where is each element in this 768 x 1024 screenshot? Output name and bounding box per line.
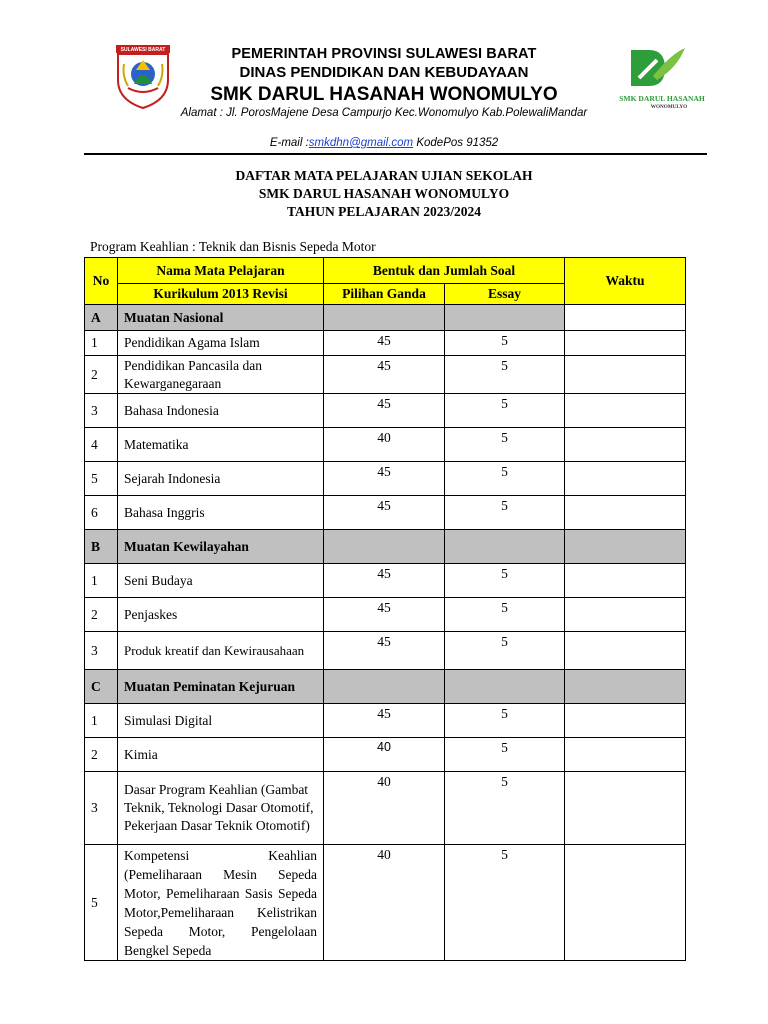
subject-name: Dasar Program Keahlian (Gambat Teknik, Teknologi Dasar Otomotif, Pekerjaan Dasar Teknik Otomotif) <box>118 772 324 845</box>
time-cell <box>565 738 686 772</box>
row-no: 2 <box>85 598 118 632</box>
time-cell <box>565 564 686 598</box>
essay-count: 5 <box>445 598 565 632</box>
mc-count: 45 <box>324 462 445 496</box>
table-row <box>85 496 686 530</box>
school-logo-icon <box>619 46 705 110</box>
mc-count: 45 <box>324 564 445 598</box>
section-row <box>85 670 686 704</box>
mc-count: 45 <box>324 394 445 428</box>
essay-count: 5 <box>445 331 565 356</box>
header-curriculum: Kurikulum 2013 Revisi <box>118 284 324 305</box>
subject-name: Seni Budaya <box>118 564 324 598</box>
mc-count: 40 <box>324 428 445 462</box>
table-row <box>85 428 686 462</box>
header-mc: Pilihan Ganda <box>324 284 445 305</box>
essay-count: 5 <box>445 394 565 428</box>
subject-name: Simulasi Digital <box>118 704 324 738</box>
table-row <box>85 356 686 394</box>
row-no: 3 <box>85 632 118 670</box>
subject-name: Produk kreatif dan Kewirausahaan <box>118 632 324 670</box>
mc-count: 45 <box>324 496 445 530</box>
header-subject: Nama Mata Pelajaran <box>118 258 324 284</box>
time-cell <box>565 331 686 356</box>
subject-name: Sejarah Indonesia <box>118 462 324 496</box>
table-row <box>85 394 686 428</box>
document-school: SMK DARUL HASANAH WONOMULYO <box>258 186 510 201</box>
row-no: 5 <box>85 845 118 961</box>
mc-count: 45 <box>324 331 445 356</box>
row-no: 1 <box>85 331 118 356</box>
postal-code: KodePos 91352 <box>413 137 499 149</box>
time-cell <box>565 394 686 428</box>
row-no: 3 <box>85 772 118 845</box>
letterhead-divider <box>84 153 707 155</box>
section-code: B <box>85 530 118 564</box>
time-cell <box>565 632 686 670</box>
mc-count: 40 <box>324 845 445 961</box>
mc-count: 45 <box>324 356 445 394</box>
section-code: A <box>85 305 118 331</box>
section-name: Muatan Nasional <box>118 305 324 331</box>
document-year: TAHUN PELAJARAN 2023/2024 <box>286 204 481 219</box>
header-no: No <box>85 258 118 305</box>
table-row <box>85 632 686 670</box>
time-cell <box>565 772 686 845</box>
table-row <box>85 462 686 496</box>
row-no: 3 <box>85 394 118 428</box>
time-cell <box>565 462 686 496</box>
section-code: C <box>85 670 118 704</box>
section-name: Muatan Peminatan Kejuruan <box>118 670 324 704</box>
email-prefix: E-mail : <box>269 137 309 149</box>
time-cell <box>565 598 686 632</box>
essay-count: 5 <box>445 632 565 670</box>
section-row <box>85 305 686 331</box>
subject-name: Bahasa Inggris <box>118 496 324 530</box>
table-row <box>85 738 686 772</box>
contact-line <box>0 137 768 149</box>
mc-count: 40 <box>324 772 445 845</box>
subject-name: Kompetensi Keahlian (Pemeliharaan Mesin Sepeda Motor, Pemeliharaan Sasis Sepeda Motor,Pemeliharaan Kelistrikan Sepeda Motor, Pengelolaan Bengkel Sepeda <box>118 845 324 961</box>
subject-name: Bahasa Indonesia <box>118 394 324 428</box>
table-row <box>85 845 686 961</box>
essay-count: 5 <box>445 738 565 772</box>
essay-count: 5 <box>445 772 565 845</box>
email-link[interactable]: smkdhn@gmail.com <box>308 137 414 149</box>
time-cell <box>565 356 686 394</box>
essay-count: 5 <box>445 356 565 394</box>
row-no: 1 <box>85 704 118 738</box>
header-essay: Essay <box>445 284 565 305</box>
mc-count: 45 <box>324 704 445 738</box>
table-row <box>85 598 686 632</box>
government-line: PEMERINTAH PROVINSI SULAWESI BARAT <box>231 46 537 62</box>
svg-text:WONOMULYO: WONOMULYO <box>650 104 688 110</box>
section-row <box>85 530 686 564</box>
subject-name: Matematika <box>118 428 324 462</box>
department-line: DINAS PENDIDIKAN DAN KEBUDAYAAN <box>239 64 529 81</box>
svg-text:SULAWESI BARAT: SULAWESI BARAT <box>120 47 166 54</box>
essay-count: 5 <box>445 564 565 598</box>
mc-count: 45 <box>324 632 445 670</box>
essay-count: 5 <box>445 496 565 530</box>
row-no: 1 <box>85 564 118 598</box>
mc-count: 40 <box>324 738 445 772</box>
header-time: Waktu <box>565 258 686 305</box>
row-no: 2 <box>85 738 118 772</box>
header-form: Bentuk dan Jumlah Soal <box>324 258 565 284</box>
time-cell <box>565 428 686 462</box>
row-no: 4 <box>85 428 118 462</box>
school-address: Alamat : Jl. PorosMajene Desa Campurjo Kec.Wonomulyo Kab.PolewaliMandar <box>180 107 588 119</box>
table-row <box>85 772 686 845</box>
subject-name: Kimia <box>118 738 324 772</box>
table-row <box>85 704 686 738</box>
time-cell <box>565 704 686 738</box>
subject-name: Pendidikan Pancasila dan Kewarganegaraan <box>118 356 324 394</box>
document-title: DAFTAR MATA PELAJARAN UJIAN SEKOLAH <box>235 168 533 183</box>
subjects-table <box>84 257 686 961</box>
row-no: 6 <box>85 496 118 530</box>
essay-count: 5 <box>445 845 565 961</box>
row-no: 5 <box>85 462 118 496</box>
essay-count: 5 <box>445 704 565 738</box>
row-no: 2 <box>85 356 118 394</box>
time-cell <box>565 845 686 961</box>
essay-count: 5 <box>445 428 565 462</box>
table-row <box>85 331 686 356</box>
subject-name: Pendidikan Agama Islam <box>118 331 324 356</box>
school-name: SMK DARUL HASANAH WONOMULYO <box>210 84 558 105</box>
section-name: Muatan Kewilayahan <box>118 530 324 564</box>
essay-count: 5 <box>445 462 565 496</box>
table-row <box>85 564 686 598</box>
time-cell <box>565 496 686 530</box>
program-label: Program Keahlian : Teknik dan Bisnis Sepeda Motor <box>90 239 376 254</box>
mc-count: 45 <box>324 598 445 632</box>
svg-text:SMK DARUL HASANAH: SMK DARUL HASANAH <box>619 94 705 103</box>
subject-name: Penjaskes <box>118 598 324 632</box>
